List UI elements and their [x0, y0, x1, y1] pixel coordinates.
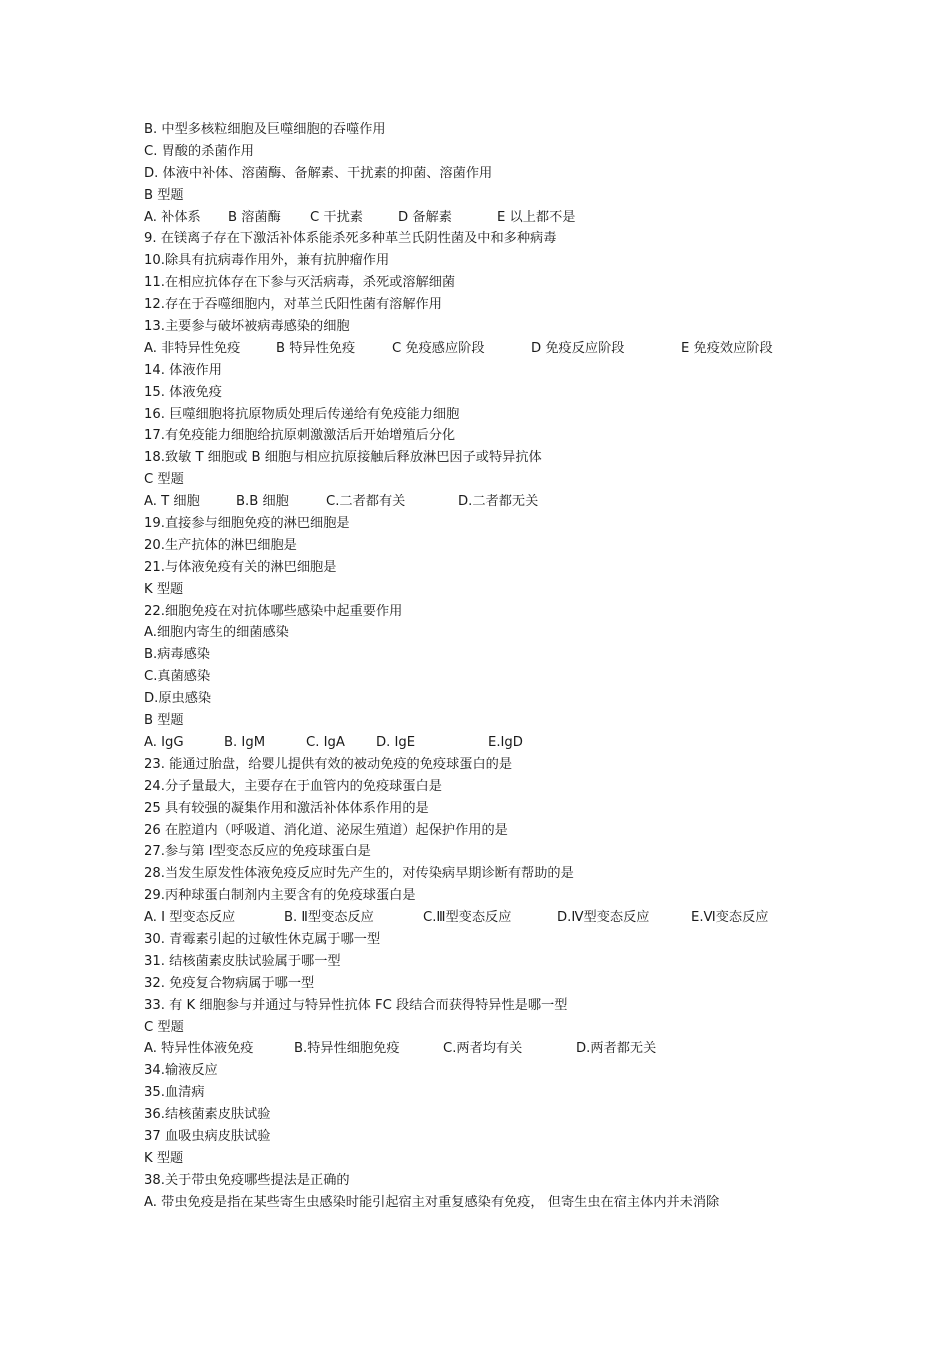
- section-heading: C 型题: [144, 472, 184, 488]
- option: D 备解素: [398, 209, 452, 225]
- question: 31. 结核菌素皮肤试验属于哪一型: [144, 953, 341, 969]
- question: 24.分子量最大，主要存在于血管内的免疫球蛋白是: [144, 778, 442, 794]
- option: D 免疫反应阶段: [531, 340, 625, 356]
- option: C.两者均有关: [443, 1041, 523, 1057]
- option: D.原虫感染: [144, 691, 212, 707]
- question: 15. 体液免疫: [144, 384, 222, 400]
- options-row: [144, 732, 804, 754]
- question: 12.存在于吞噬细胞内，对革兰氏阳性菌有溶解作用: [144, 297, 442, 313]
- option: B. IgM: [224, 734, 266, 750]
- question: 27.参与第 Ⅰ型变态反应的免疫球蛋白是: [144, 844, 371, 860]
- option: A. 带虫免疫是指在某些寄生虫感染时能引起宿主对重复感染有免疫， 但寄生虫在宿主体内并未消除: [144, 1194, 720, 1210]
- option: E.Ⅵ变态反应: [691, 910, 769, 926]
- option: E.IgD: [488, 734, 523, 750]
- option: B 溶菌酶: [228, 209, 281, 225]
- question: 32. 免疫复合物病属于哪一型: [144, 975, 315, 991]
- question: 34.输液反应: [144, 1063, 218, 1079]
- question: 36.结核菌素皮肤试验: [144, 1107, 271, 1123]
- question: 20.生产抗体的淋巴细胞是: [144, 537, 297, 553]
- options-row: [144, 907, 804, 929]
- option: A. T 细胞: [144, 494, 200, 510]
- option: A. 特异性体液免疫: [144, 1041, 254, 1057]
- question: 29.丙种球蛋白制剂内主要含有的免疫球蛋白是: [144, 888, 416, 904]
- question: 33. 有 K 细胞参与并通过与特异性抗体 FC 段结合而获得特异性是哪一型: [144, 997, 568, 1013]
- option: C. IgA: [306, 734, 345, 750]
- question: 37 血吸虫病皮肤试验: [144, 1128, 271, 1144]
- option: B 特异性免疫: [276, 340, 356, 356]
- option: B. Ⅱ型变态反应: [284, 910, 374, 926]
- option: E 以上都不是: [497, 209, 576, 225]
- option: A.细胞内寄生的细菌感染: [144, 625, 289, 641]
- question: 26 在腔道内（呼吸道、消化道、泌尿生殖道）起保护作用的是: [144, 822, 508, 838]
- option: B.特异性细胞免疫: [294, 1041, 400, 1057]
- text-line: D. 体液中补体、溶菌酶、备解素、干扰素的抑菌、溶菌作用: [144, 165, 493, 181]
- option: A. Ⅰ 型变态反应: [144, 910, 236, 926]
- option: E 免疫效应阶段: [681, 340, 773, 356]
- question: 14. 体液作用: [144, 362, 222, 378]
- question: 10.除具有抗病毒作用外，兼有抗肿瘤作用: [144, 253, 390, 269]
- section-heading: C 型题: [144, 1019, 184, 1035]
- option: C 免疫感应阶段: [392, 340, 485, 356]
- options-row: [144, 491, 804, 513]
- option: C.二者都有关: [326, 494, 406, 510]
- options-row: [144, 1038, 804, 1060]
- question: 22.细胞免疫在对抗体哪些感染中起重要作用: [144, 603, 403, 619]
- question: 35.血清病: [144, 1085, 205, 1101]
- question: 25 具有较强的凝集作用和激活补体体系作用的是: [144, 800, 429, 816]
- question: 30. 青霉素引起的过敏性休克属于哪一型: [144, 931, 381, 947]
- option: D.二者都无关: [458, 494, 539, 510]
- option: A. IgG: [144, 734, 184, 750]
- option: A. 补体系: [144, 209, 201, 225]
- question: 28.当发生原发性体液免疫反应时先产生的，对传染病早期诊断有帮助的是: [144, 866, 574, 882]
- question: 16. 巨噬细胞将抗原物质处理后传递给有免疫能力细胞: [144, 406, 460, 422]
- option: B.B 细胞: [236, 494, 289, 510]
- question: 23. 能通过胎盘，给婴儿提供有效的被动免疫的免疫球蛋白的是: [144, 756, 513, 772]
- text-line: C. 胃酸的杀菌作用: [144, 143, 254, 159]
- question: 38.关于带虫免疫哪些提法是正确的: [144, 1172, 350, 1188]
- question: 11.在相应抗体存在下参与灭活病毒，杀死或溶解细菌: [144, 275, 456, 291]
- option: D.Ⅳ型变态反应: [557, 910, 650, 926]
- question: 18.致敏 T 细胞或 B 细胞与相应抗原接触后释放淋巴因子或特异抗体: [144, 450, 542, 466]
- option: D. IgE: [376, 734, 416, 750]
- section-heading: B 型题: [144, 713, 184, 729]
- section-heading: K 型题: [144, 1150, 184, 1166]
- question: 9. 在镁离子存在下激活补体系能杀死多种革兰氏阴性菌及中和多种病毒: [144, 231, 557, 247]
- question: 17.有免疫能力细胞给抗原刺激激活后开始增殖后分化: [144, 428, 456, 444]
- option: C 干扰素: [310, 209, 363, 225]
- text-line: B. 中型多核粒细胞及巨噬细胞的吞噬作用: [144, 122, 386, 137]
- option: D.两者都无关: [576, 1041, 657, 1057]
- option: C.Ⅲ型变态反应: [423, 910, 512, 926]
- question: 19.直接参与细胞免疫的淋巴细胞是: [144, 516, 350, 532]
- document-body: [144, 119, 804, 1214]
- options-row: [144, 338, 804, 360]
- options-row: [144, 207, 804, 229]
- question: 21.与体液免疫有关的淋巴细胞是: [144, 559, 337, 575]
- option: B.病毒感染: [144, 647, 210, 663]
- option: C.真菌感染: [144, 669, 211, 685]
- section-heading: B 型题: [144, 187, 184, 203]
- question: 13.主要参与破坏被病毒感染的细胞: [144, 319, 350, 335]
- section-heading: K 型题: [144, 581, 184, 597]
- option: A. 非特异性免疫: [144, 340, 241, 356]
